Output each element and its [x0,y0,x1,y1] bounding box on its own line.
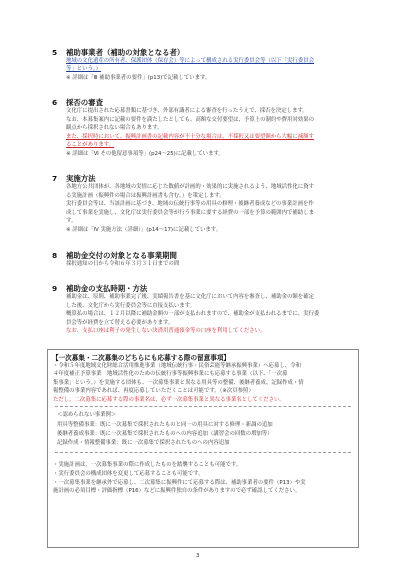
notice-intro-line-4: 報整備の事業内容であれば、再度応募していただくことは可能です。（※次頁参照） [53,388,254,394]
section-6-line-4: また、採択時において、振興計画書の記載内容が不十分な場合は、不採択又は要望額から大幅に減額す [66,134,314,140]
page-number: 3 [196,553,200,559]
section-number: 8 [52,251,58,260]
section-heading: 補助金の支払時期・方法 [66,284,148,293]
section-6-line-3: 観点から採択されない場合もあります。 [66,125,163,131]
section-7-line-6: ※ 詳細は「Ⅳ 実施方法（詳細）」(p14～17)に記載しています。 [66,227,222,233]
section-9-line-2: した後、文化庁から実行委員会等に直接支払います。 [66,303,195,309]
section-7-line-4: 成して事業を実施し、文化庁は実行委員会等が行う事業に要する経費の一部を予算の範囲内で補助しま [66,210,314,216]
section-5-line-3: ※ 詳細は「Ⅲ 補助事業者の要件」(p13)で記載しています。 [66,75,211,81]
section-6-line-1: 文化庁に提出された応募書類に基づき、外部有識者による審査を行ったうえで、採否を決定します。 [66,108,308,114]
example-item-2: 後継者養成事業：既に一次募集で採択されたものへの内容追加（講習会の回数の増加等） [57,431,273,437]
notice-note-3: ・一次募集事業を継承外で応募し、二次募集に振興件にて応募する際は、補助事業者の要件（P13）や実 [53,480,306,486]
section-number: 9 [52,284,58,293]
section-9-line-3: 概算払の場合は、１２月以降に補助金額の一部が支払われますので、補助金が支払われるまでに、実行委 [66,311,320,317]
section-heading: 採否の審査 [66,98,103,107]
section-heading: 補助事業者（補助の対象となる者） [66,48,185,57]
section-7-line-2: る実施計画（振興件の場合は振興計画書も含む。）を策定します。 [66,193,225,199]
section-number: 7 [52,174,58,183]
notice-note-4: 施計画の必須目標・評価指標（P16）などに振興件独自の条件がありますので必ず確認してください。 [53,488,301,494]
section-9-line-5: なお、支払口座は利子の発生しない決済用普通預金等の口座を利用してください。 [66,328,266,334]
section-9-title [52,283,147,294]
example-item-1: 用具等整備事業：既に一次募集で採択されたものと同一の用具に対する修理・新調の追加 [57,422,273,428]
section-9-line-4: 員会等が経費を立て替える必要があります。 [66,320,174,326]
notice-divider-2 [55,452,351,453]
notice-box-title: 【一次募集・二次募集のどちらにも応募する際の留意事項】 [52,354,231,362]
example-item-3: 記録作成・情報整備事業：既に一次募集で採択されたものへの内容追加 [57,440,230,446]
section-7-line-5: す。 [66,218,77,224]
section-number: 6 [52,98,58,107]
section-7-line-3: 実行委員会等は、当該計画に基づき、地域の伝統行事等の用具の修理・後継者養成などの事業計画を作 [66,201,314,207]
notice-box [47,349,359,548]
section-5-line-1: 地域の文化遺産の所有者、保護団体（保存会）等によって構成される実行委員会等（以下「実行委員会 [66,58,314,64]
notice-intro-line-1: ・令和５年度地域文化財総合活用推進事業（地域伝統行事・民俗芸能等継承振興事業）へ応募し、令和 [53,363,301,369]
section-8-line-1: 採択通知の日から令和６年３月３１日までの間 [66,261,180,267]
notice-intro-line-5: ただし、二次募集に応募する際の事業名は、必ず一次募集事業と異なる事業名としてください。 [53,397,285,403]
section-6-title [52,97,103,108]
section-9-line-1: 補助金は、原則、補助事業完了後、実績報告書を基に文化庁において内容を審査し、補助金の額を確定 [66,294,314,300]
notice-note-1: ・実施計画は、一次募集事業の際に作成したものを踏襲することも可能です。 [53,462,242,468]
notice-intro-line-3: 集事業」という。）を実施する団体も、一次募集事業と異なる用具等の整備、後継者養成、記録作成・情 [53,380,304,386]
section-6-line-5: ることがあります。 [66,142,115,148]
section-heading: 実施方法 [66,174,96,183]
section-5-line-2: 等」という。） [66,66,102,72]
section-heading: 補助金交付の対象となる事業期間 [66,251,177,260]
section-6-line-6: ※ 詳細は「Ⅵ その他留意事項等」(p24～25)に記載しています。 [66,151,224,157]
examples-title: ＜認められない事業例＞ [57,412,117,418]
section-5-title [52,47,184,58]
notice-note-2: ・実行委員会の構成団体を変更して応募することも可能です。 [53,471,204,477]
section-6-line-2: なお、本募集案内に記載の要件を満たしたとしても、高額な交付要望は、予算上の制約や費用対効果の [66,117,314,123]
section-number: 5 [52,48,58,57]
section-7-title [52,173,96,184]
section-7-line-1: 各地方公共団体が、各地域の実情に応じた数値が計画的・効果的に実施されるよう、地域活性化に資す [66,184,314,190]
notice-divider-1 [55,406,351,407]
notice-intro-line-2: ４年度補正予算事業 地域活性化のための伝統行事等振興事業にも応募する事業（以下、「一次募 [53,371,288,377]
section-8-title [52,250,177,261]
